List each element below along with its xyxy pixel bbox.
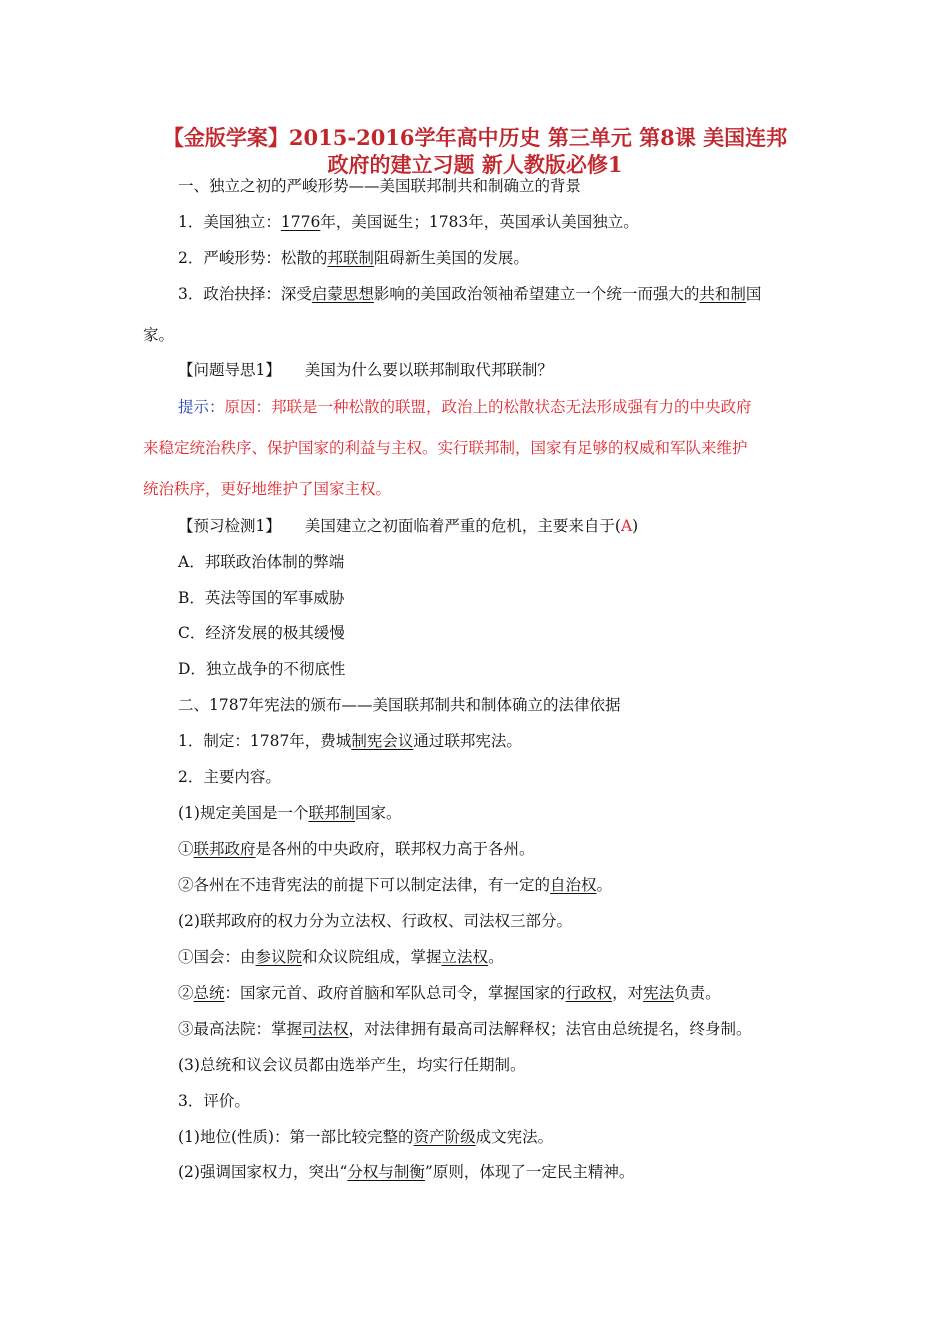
section-2-sub-1b: ②各州在不违背宪法的前提下可以制定法律，有一定的自治权。 bbox=[178, 876, 613, 894]
section-2-sub-2c: ③最高法院：掌握司法权，对法律拥有最高司法解释权；法官由总统提名，终身制。 bbox=[178, 1020, 752, 1038]
question-1-text: 美国为什么要以联邦制取代邦联制？ bbox=[304, 361, 553, 379]
section-2-item-3: 3．评价。 bbox=[178, 1092, 250, 1110]
section-2-heading: 二、1787年宪法的颁布——美国联邦制共和制体确立的法律依据 bbox=[178, 696, 621, 714]
check-1-answer: A bbox=[620, 517, 633, 535]
hint-label: 提示： bbox=[178, 398, 225, 416]
question-1-hint-line-1: 提示：原因：邦联是一种松散的联盟，政治上的松散状态无法形成强有力的中央政府 bbox=[178, 398, 752, 416]
section-2-sub-2: (2)联邦政府的权力分为立法权、行政权、司法权三部分。 bbox=[178, 912, 572, 930]
document-title-line-1: 【金版学案】2015-2016学年高中历史 第三单元 第8课 美国连邦 bbox=[162, 125, 788, 150]
fill-blank: 共和制 bbox=[699, 285, 746, 303]
option-d: D．独立战争的不彻底性 bbox=[178, 660, 346, 678]
fill-blank: 行政权 bbox=[565, 984, 613, 1002]
question-1-hint-line-2: 来稳定统治秩序、保护国家的利益与主权。实行联邦制，国家有足够的权威和军队来维护 bbox=[143, 439, 748, 457]
fill-blank: 参议院 bbox=[255, 948, 303, 966]
document-title-line-2: 政府的建立习题 新人教版必修1 bbox=[327, 152, 623, 177]
fill-blank: 制宪会议 bbox=[351, 732, 414, 750]
evaluation-2: (2)强调国家权力，突出“分权与制衡”原则，体现了一定民主精神。 bbox=[178, 1163, 635, 1181]
section-1-item-1: 1．美国独立：1776年，美国诞生；1783年，英国承认美国独立。 bbox=[178, 213, 639, 231]
section-2-item-1: 1．制定：1787年，费城制宪会议通过联邦宪法。 bbox=[178, 732, 522, 750]
fill-blank: 1776 bbox=[280, 213, 321, 231]
fill-blank: 联邦制 bbox=[308, 804, 355, 822]
question-1-label: 【问题导思1】 bbox=[178, 361, 281, 379]
section-1-item-3-continued: 家。 bbox=[143, 326, 175, 344]
fill-blank: 总统 bbox=[193, 984, 225, 1002]
section-1-heading: 一、独立之初的严峻形势——美国联邦制共和制确立的背景 bbox=[178, 177, 582, 195]
fill-blank: 资产阶级 bbox=[413, 1128, 476, 1146]
section-2-item-2: 2．主要内容。 bbox=[178, 768, 281, 786]
section-1-item-3: 3．政治抉择：深受启蒙思想影响的美国政治领袖希望建立一个统一而强大的共和制国 bbox=[178, 285, 762, 303]
check-1: 【预习检测1】 美国建立之初面临着严重的危机，主要来自于(A) bbox=[178, 517, 639, 535]
fill-blank: 立法权 bbox=[441, 948, 489, 966]
fill-blank: 分权与制衡 bbox=[347, 1163, 425, 1181]
fill-blank: 宪法 bbox=[643, 984, 675, 1002]
evaluation-1: (1)地位(性质)：第一部比较完整的资产阶级成文宪法。 bbox=[178, 1128, 554, 1146]
option-a: A．邦联政治体制的弊端 bbox=[178, 553, 345, 571]
fill-blank: 自治权 bbox=[550, 876, 597, 894]
section-2-sub-1: (1)规定美国是一个联邦制国家。 bbox=[178, 804, 402, 822]
fill-blank: 启蒙思想 bbox=[311, 285, 374, 303]
section-2-sub-1a: ①联邦政府是各州的中央政府，联邦权力高于各州。 bbox=[178, 840, 535, 858]
fill-blank: 司法权 bbox=[302, 1020, 349, 1038]
section-1-item-2: 2．严峻形势：松散的邦联制阻碍新生美国的发展。 bbox=[178, 249, 529, 267]
fill-blank: 邦联制 bbox=[327, 249, 374, 267]
section-2-sub-2a: ①国会：由参议院和众议院组成，掌握立法权。 bbox=[178, 948, 504, 966]
question-1 bbox=[178, 359, 553, 381]
option-c: C．经济发展的极其缓慢 bbox=[178, 624, 345, 642]
section-2-sub-3: (3)总统和议会议员都由选举产生，均实行任期制。 bbox=[178, 1056, 526, 1074]
fill-blank: 联邦政府 bbox=[193, 840, 256, 858]
check-1-text: 美国建立之初面临着严重的危机，主要来自于( bbox=[304, 517, 621, 535]
question-1-hint-line-3: 统治秩序，更好地维护了国家主权。 bbox=[143, 480, 392, 498]
section-2-sub-2b: ②总统：国家元首、政府首脑和军队总司令，掌握国家的行政权，对宪法负责。 bbox=[178, 984, 721, 1002]
check-1-label: 【预习检测1】 bbox=[178, 517, 281, 535]
option-b: B．英法等国的军事威胁 bbox=[178, 589, 345, 607]
